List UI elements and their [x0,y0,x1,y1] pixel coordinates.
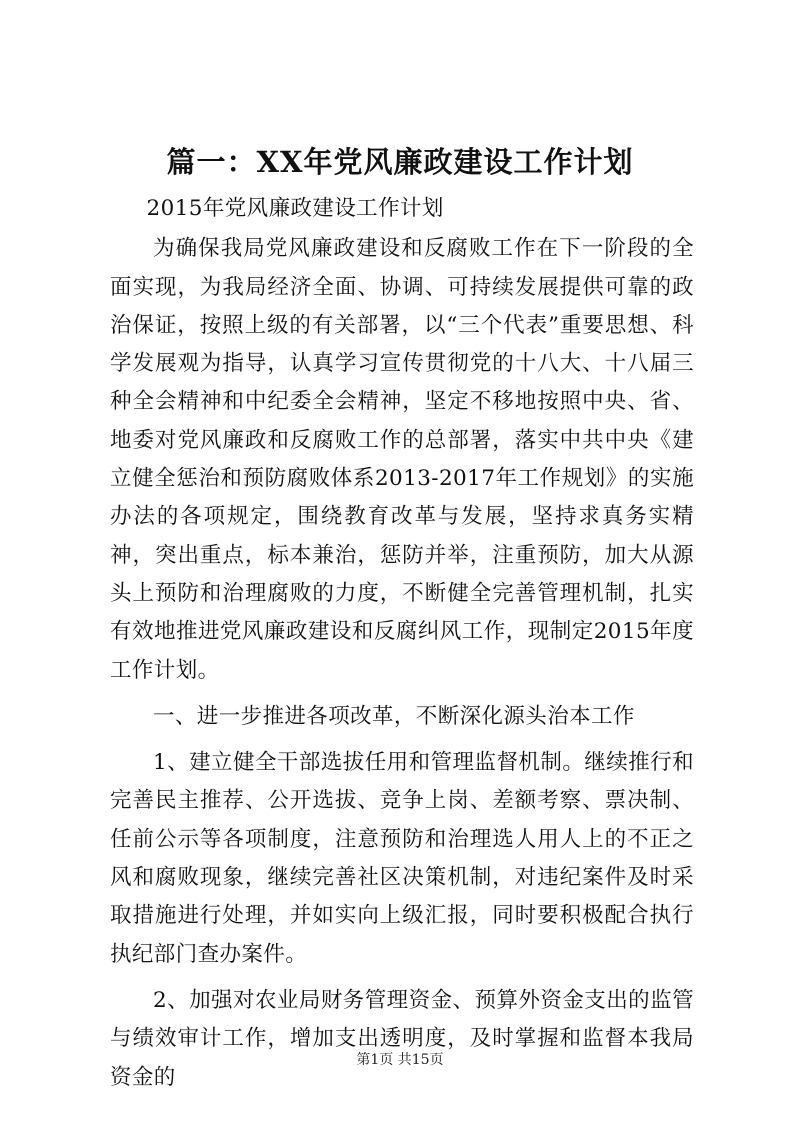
paragraph-item-2: 2、加强对农业局财务管理资金、预算外资金支出的监管与绩效审计工作，增加支出透明度，及时掌握和监督本我局资金的 [110,987,694,1090]
document-body [110,190,694,1097]
page-footer: 第1页 共15页 [356,1052,444,1068]
section-heading: 一、进一步推进各项改革，不断深化源头治本工作 [153,703,635,729]
document-title: 篇一：XX年党风廉政建设工作计划 [166,145,634,179]
document-subtitle: 2015年党风廉政建设工作计划 [146,196,444,221]
paragraph-item-1: 1、建立健全干部选拔任用和管理监督机制。继续推行和完善民主推荐、公开选拔、竞争上岗、差额考察、票决制、任前公示等各项制度，注意预防和治理选人用人上的不正之风和腐败现象，继续完善社区决策机制，对违纪案件及时采取措施进行处理，并如实向上级汇报，同时要积极配合执行执纪部门查办案件。 [110,750,694,967]
paragraph-intro: 为确保我局党风廉政建设和反腐败工作在下一阶段的全面实现，为我局经济全面、协调、可持续发展提供可靠的政治保证，按照上级的有关部署，以“三个代表”重要思想、科学发展观为指导，认真学习宣传贯彻党的十八大、十八届三种全会精神和中纪委全会精神，坚定不移地按照中央、省、地委对党风廉政和反腐败工作的总部署，落实中共中央《建立健全惩治和预防腐败体系2013-2017年工作规划》的实施办法的各项规定，围绕教育改革与发展，坚持求真务实精神，突出重点，标本兼治，惩防并举，注重预防，加大从源头上预防和治理腐败的力度，不断健全完善管理机制，扎实有效地推进党风廉政建设和反腐纠风工作，现制定2015年度工作计划。 [110,236,694,683]
